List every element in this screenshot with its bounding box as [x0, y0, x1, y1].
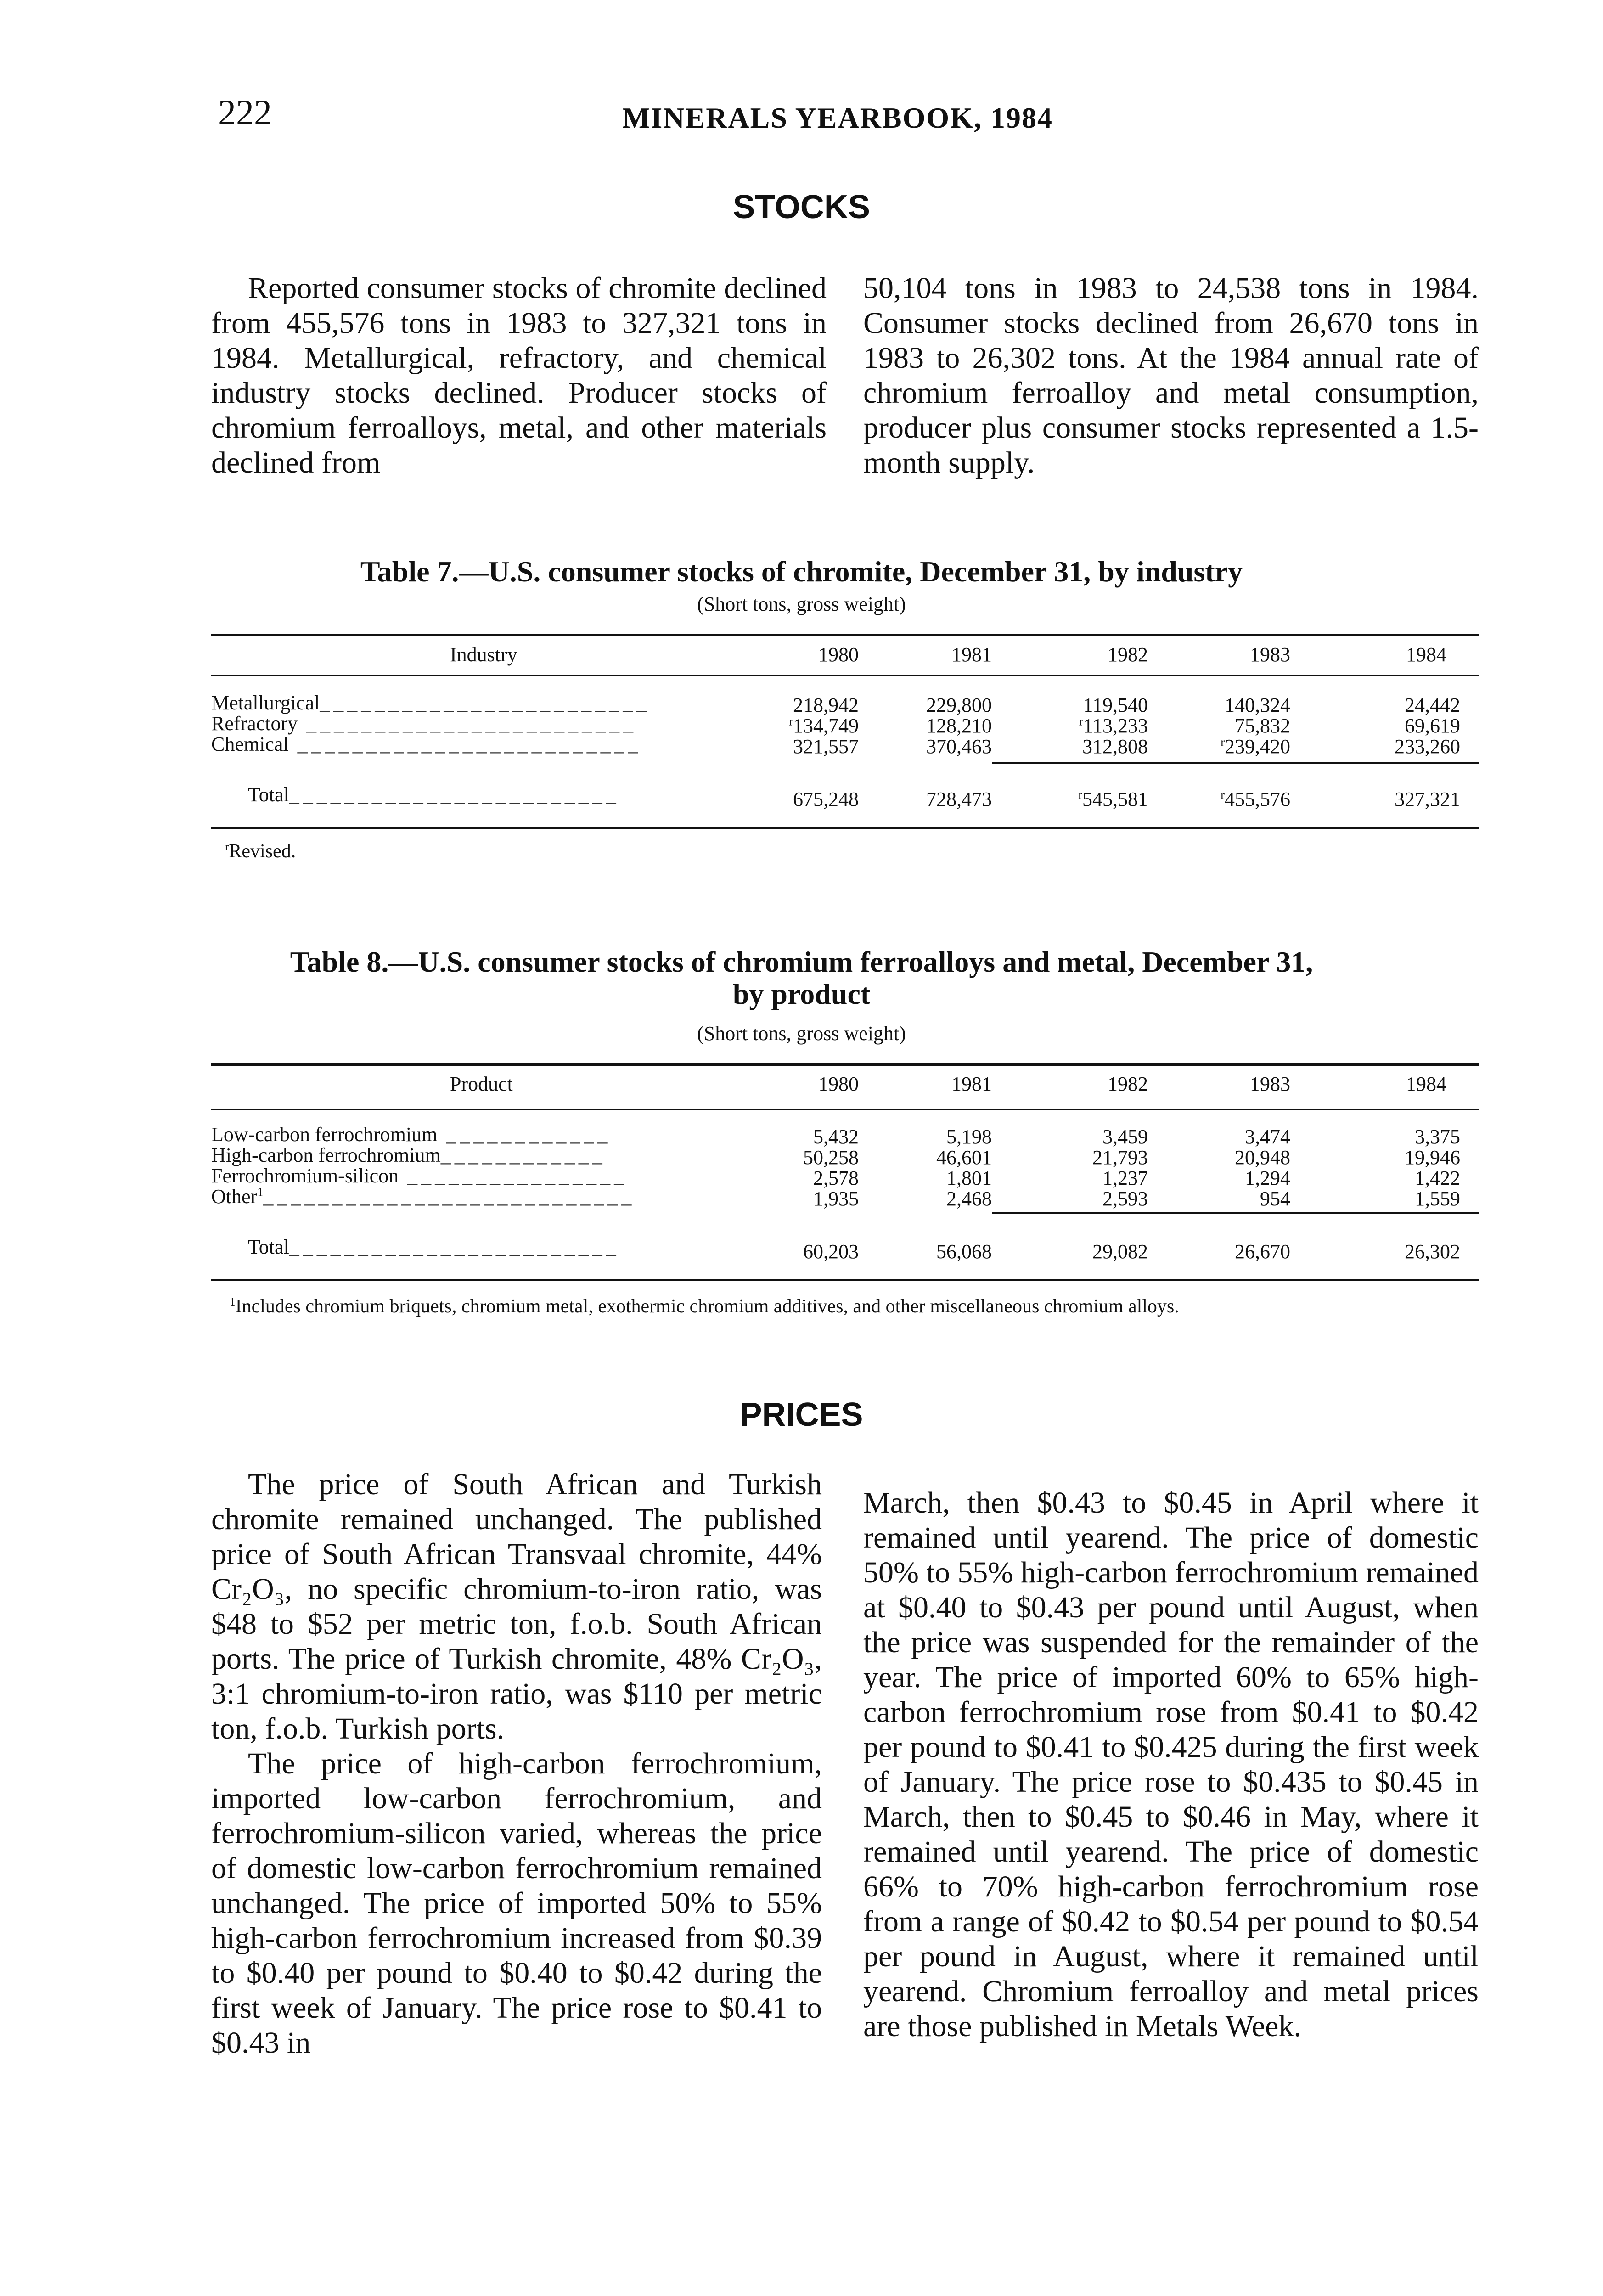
table7 — [211, 643, 1479, 863]
table8-total-label: Total________________________ — [248, 1236, 620, 1258]
table8-cell: 3,375 — [1415, 1125, 1460, 1148]
table7-cell: 140,324 — [1225, 694, 1290, 716]
table7-cell: 312,808 — [1082, 735, 1148, 758]
table7-total-cell: 728,473 — [926, 788, 992, 810]
prices-paragraph: The price of high-carbon ferrochromium, imported low-carbon ferrochromium, and ferrochromium-silicon varied, whereas the price of domestic low-carbon ferrochromium remained unchanged. The price of imported 50% to 55% high-carbon ferrochromium increased from $0.39 to $0.40 per pound to $0.40 to $0.42 during the first week of January. The price rose to $0.41 to $0.43 in — [211, 1747, 822, 2060]
table7-total-label: Total________________________ — [248, 783, 620, 806]
table8-total-cell: 56,068 — [936, 1240, 992, 1263]
prices-heading: PRICES — [740, 1396, 863, 1433]
table8-header-product: Product — [450, 1073, 513, 1095]
table8-total-rule — [992, 1212, 1479, 1214]
table7-header-year: 1983 — [1250, 643, 1290, 666]
table8-cell: 3,459 — [1102, 1125, 1148, 1148]
table8-title-line: Table 8.—U.S. consumer stocks of chromium ferroalloys and metal, December 31, — [290, 945, 1313, 978]
prices-paragraph: The price of South African and Turkish chromite remained unchanged. The published price of South African Transvaal chromite, 44% Cr₂O₃, no specific chromium-to-iron ratio, was $48 to $52 per metric ton, f.o.b. South African ports. The price of Turkish chromite, 48% Cr₂O₃, 3:1 chromium-to-iron ratio, was $110 per metric ton, f.o.b. Turkish ports. — [211, 1468, 822, 1745]
table8-header-year: 1983 — [1250, 1073, 1290, 1095]
table7-row-label: Metallurgical________________________ — [211, 692, 651, 714]
table7-total-cell: 327,321 — [1395, 788, 1460, 810]
table7-row-label: Chemical _________________________ — [211, 733, 642, 755]
stocks-paragraph-left: Reported consumer stocks of chromite declined from 455,576 tons in 1983 to 327,321 tons in 1984. Metallurgical, refractory, and chemical industry stocks declined. Producer stocks of chromium ferroalloys, metal, and other materials declined from — [211, 271, 827, 479]
table7-subtitle: (Short tons, gross weight) — [697, 593, 906, 615]
running-title: MINERALS YEARBOOK, 1984 — [622, 101, 1053, 134]
table7-cell: 119,540 — [1083, 694, 1148, 716]
stocks-left-column — [211, 271, 827, 480]
table7-cell: 128,210 — [926, 715, 992, 737]
table7-total-cell: $^r$545,581 — [1078, 788, 1148, 810]
table8-cell: 5,198 — [946, 1125, 992, 1148]
table8-subtitle: (Short tons, gross weight) — [697, 1022, 906, 1045]
table8-cell: 1,294 — [1245, 1167, 1290, 1189]
table7-cell: $^r$113,233 — [1079, 714, 1148, 737]
table7-bottom-rule — [211, 827, 1479, 829]
table8-row-label: Other$^1$___________________________ — [211, 1185, 636, 1208]
table8-cell: 2,578 — [813, 1167, 859, 1189]
table8-cell: 20,948 — [1235, 1146, 1290, 1169]
table7-header-rule — [211, 675, 1479, 676]
table7-cell: 229,800 — [926, 694, 992, 716]
table7-title: Table 7.—U.S. consumer stocks of chromite, December 31, by industry — [360, 555, 1243, 588]
table7-header-year: 1982 — [1108, 643, 1148, 666]
table8-title-line: by product — [732, 978, 871, 1010]
stocks-right-column — [863, 271, 1479, 480]
table7-cell: 24,442 — [1405, 694, 1460, 716]
table8-cell: 1,237 — [1102, 1167, 1148, 1189]
table8-total-cell: 26,302 — [1405, 1240, 1460, 1263]
prices-right-column — [863, 1486, 1479, 2044]
table8-header-rule — [211, 1109, 1479, 1110]
table7-header-year: 1980 — [818, 643, 859, 666]
table8-cell: 46,601 — [936, 1146, 992, 1169]
table7-row-label: Refractory ________________________ — [211, 712, 637, 735]
table8 — [211, 1072, 1479, 1311]
page-number: 222 — [218, 92, 272, 132]
table7-top-rule — [211, 634, 1479, 636]
table8-cell: 2,468 — [946, 1187, 992, 1210]
table8-total-cell: 26,670 — [1235, 1240, 1290, 1263]
table8-header-year: 1981 — [951, 1073, 992, 1095]
table8-row-label: Ferrochromium-silicon ________________ — [211, 1165, 628, 1187]
table7-cell: $^r$239,420 — [1221, 735, 1290, 758]
table8-cell: 19,946 — [1405, 1146, 1460, 1169]
table8-cell: 5,432 — [813, 1125, 859, 1148]
table8-title — [0, 946, 1603, 1010]
table7-header-year: 1981 — [951, 643, 992, 666]
table8-cell: 2,593 — [1102, 1187, 1148, 1210]
table8-footnote: $^1$Includes chromium briquets, chromium metal, exothermic chromium additives, and other miscellaneous chromium alloys. — [230, 1296, 1179, 1317]
table8-cell: 50,258 — [803, 1146, 859, 1169]
table7-header-year: 1984 — [1406, 643, 1446, 666]
table8-cell: 954 — [1260, 1187, 1290, 1210]
table7-cell: 233,260 — [1395, 735, 1460, 758]
table8-bottom-rule — [211, 1279, 1479, 1281]
table7-total-rule — [992, 762, 1479, 764]
table8-header-year: 1984 — [1406, 1073, 1446, 1095]
table8-header-year: 1980 — [818, 1073, 859, 1095]
table8-header-year: 1982 — [1108, 1073, 1148, 1095]
table7-total-cell: $^r$455,576 — [1221, 788, 1290, 810]
table8-cell: 21,793 — [1092, 1146, 1148, 1169]
table8-top-rule — [211, 1063, 1479, 1066]
table8-total-cell: 29,082 — [1092, 1240, 1148, 1263]
table8-cell: 1,801 — [946, 1167, 992, 1189]
table7-cell: 75,832 — [1235, 715, 1290, 737]
table8-row-label: High-carbon ferrochromium____________ — [211, 1144, 606, 1166]
table7-footnote: $^r$Revised. — [225, 841, 296, 862]
table7-cell: 370,463 — [926, 735, 992, 758]
table7-cell: $^r$134,749 — [789, 714, 859, 737]
table7-cell: 69,619 — [1405, 715, 1460, 737]
table7-header-industry: Industry — [450, 643, 517, 666]
table7-total-cell: 675,248 — [793, 788, 859, 810]
table7-cell: 218,942 — [793, 694, 859, 716]
stocks-heading: STOCKS — [733, 189, 870, 225]
stocks-paragraph-right: 50,104 tons in 1983 to 24,538 tons in 1984. Consumer stocks declined from 26,670 tons in 1983 to 26,302 tons. At the 1984 annual rate of chromium ferroalloy and metal consumption, producer plus consumer stocks represented a 1.5-month supply. — [863, 271, 1479, 479]
table8-cell: 1,559 — [1415, 1187, 1460, 1210]
table8-cell: 3,474 — [1245, 1125, 1290, 1148]
table8-total-cell: 60,203 — [803, 1240, 859, 1263]
table8-row-label: Low-carbon ferrochromium ____________ — [211, 1123, 612, 1146]
table8-cell: 1,422 — [1415, 1167, 1460, 1189]
prices-left-column — [211, 1467, 822, 2060]
table7-cell: 321,557 — [793, 735, 859, 758]
prices-paragraph: March, then $0.43 to $0.45 in April where it remained until yearend. The price of domestic 50% to 55% high-carbon ferrochromium remained at $0.40 to $0.43 per pound until August, when the price was suspended for the remainder of the year. The price of imported 60% to 65% high-carbon ferrochromium rose from $0.41 to $0.42 per pound to $0.41 to $0.425 during the first week of January. The price rose to $0.435 to $0.45 in March, then to $0.45 to $0.46 in May, where it remained until yearend. The price of domestic 66% to 70% high-carbon ferrochromium rose from a range of $0.42 to $0.54 per pound to $0.54 per pound in August, where it remained until yearend. Chromium ferroalloy and metal prices are those published in Metals Week. — [863, 1486, 1479, 2043]
table8-cell: 1,935 — [813, 1187, 859, 1210]
